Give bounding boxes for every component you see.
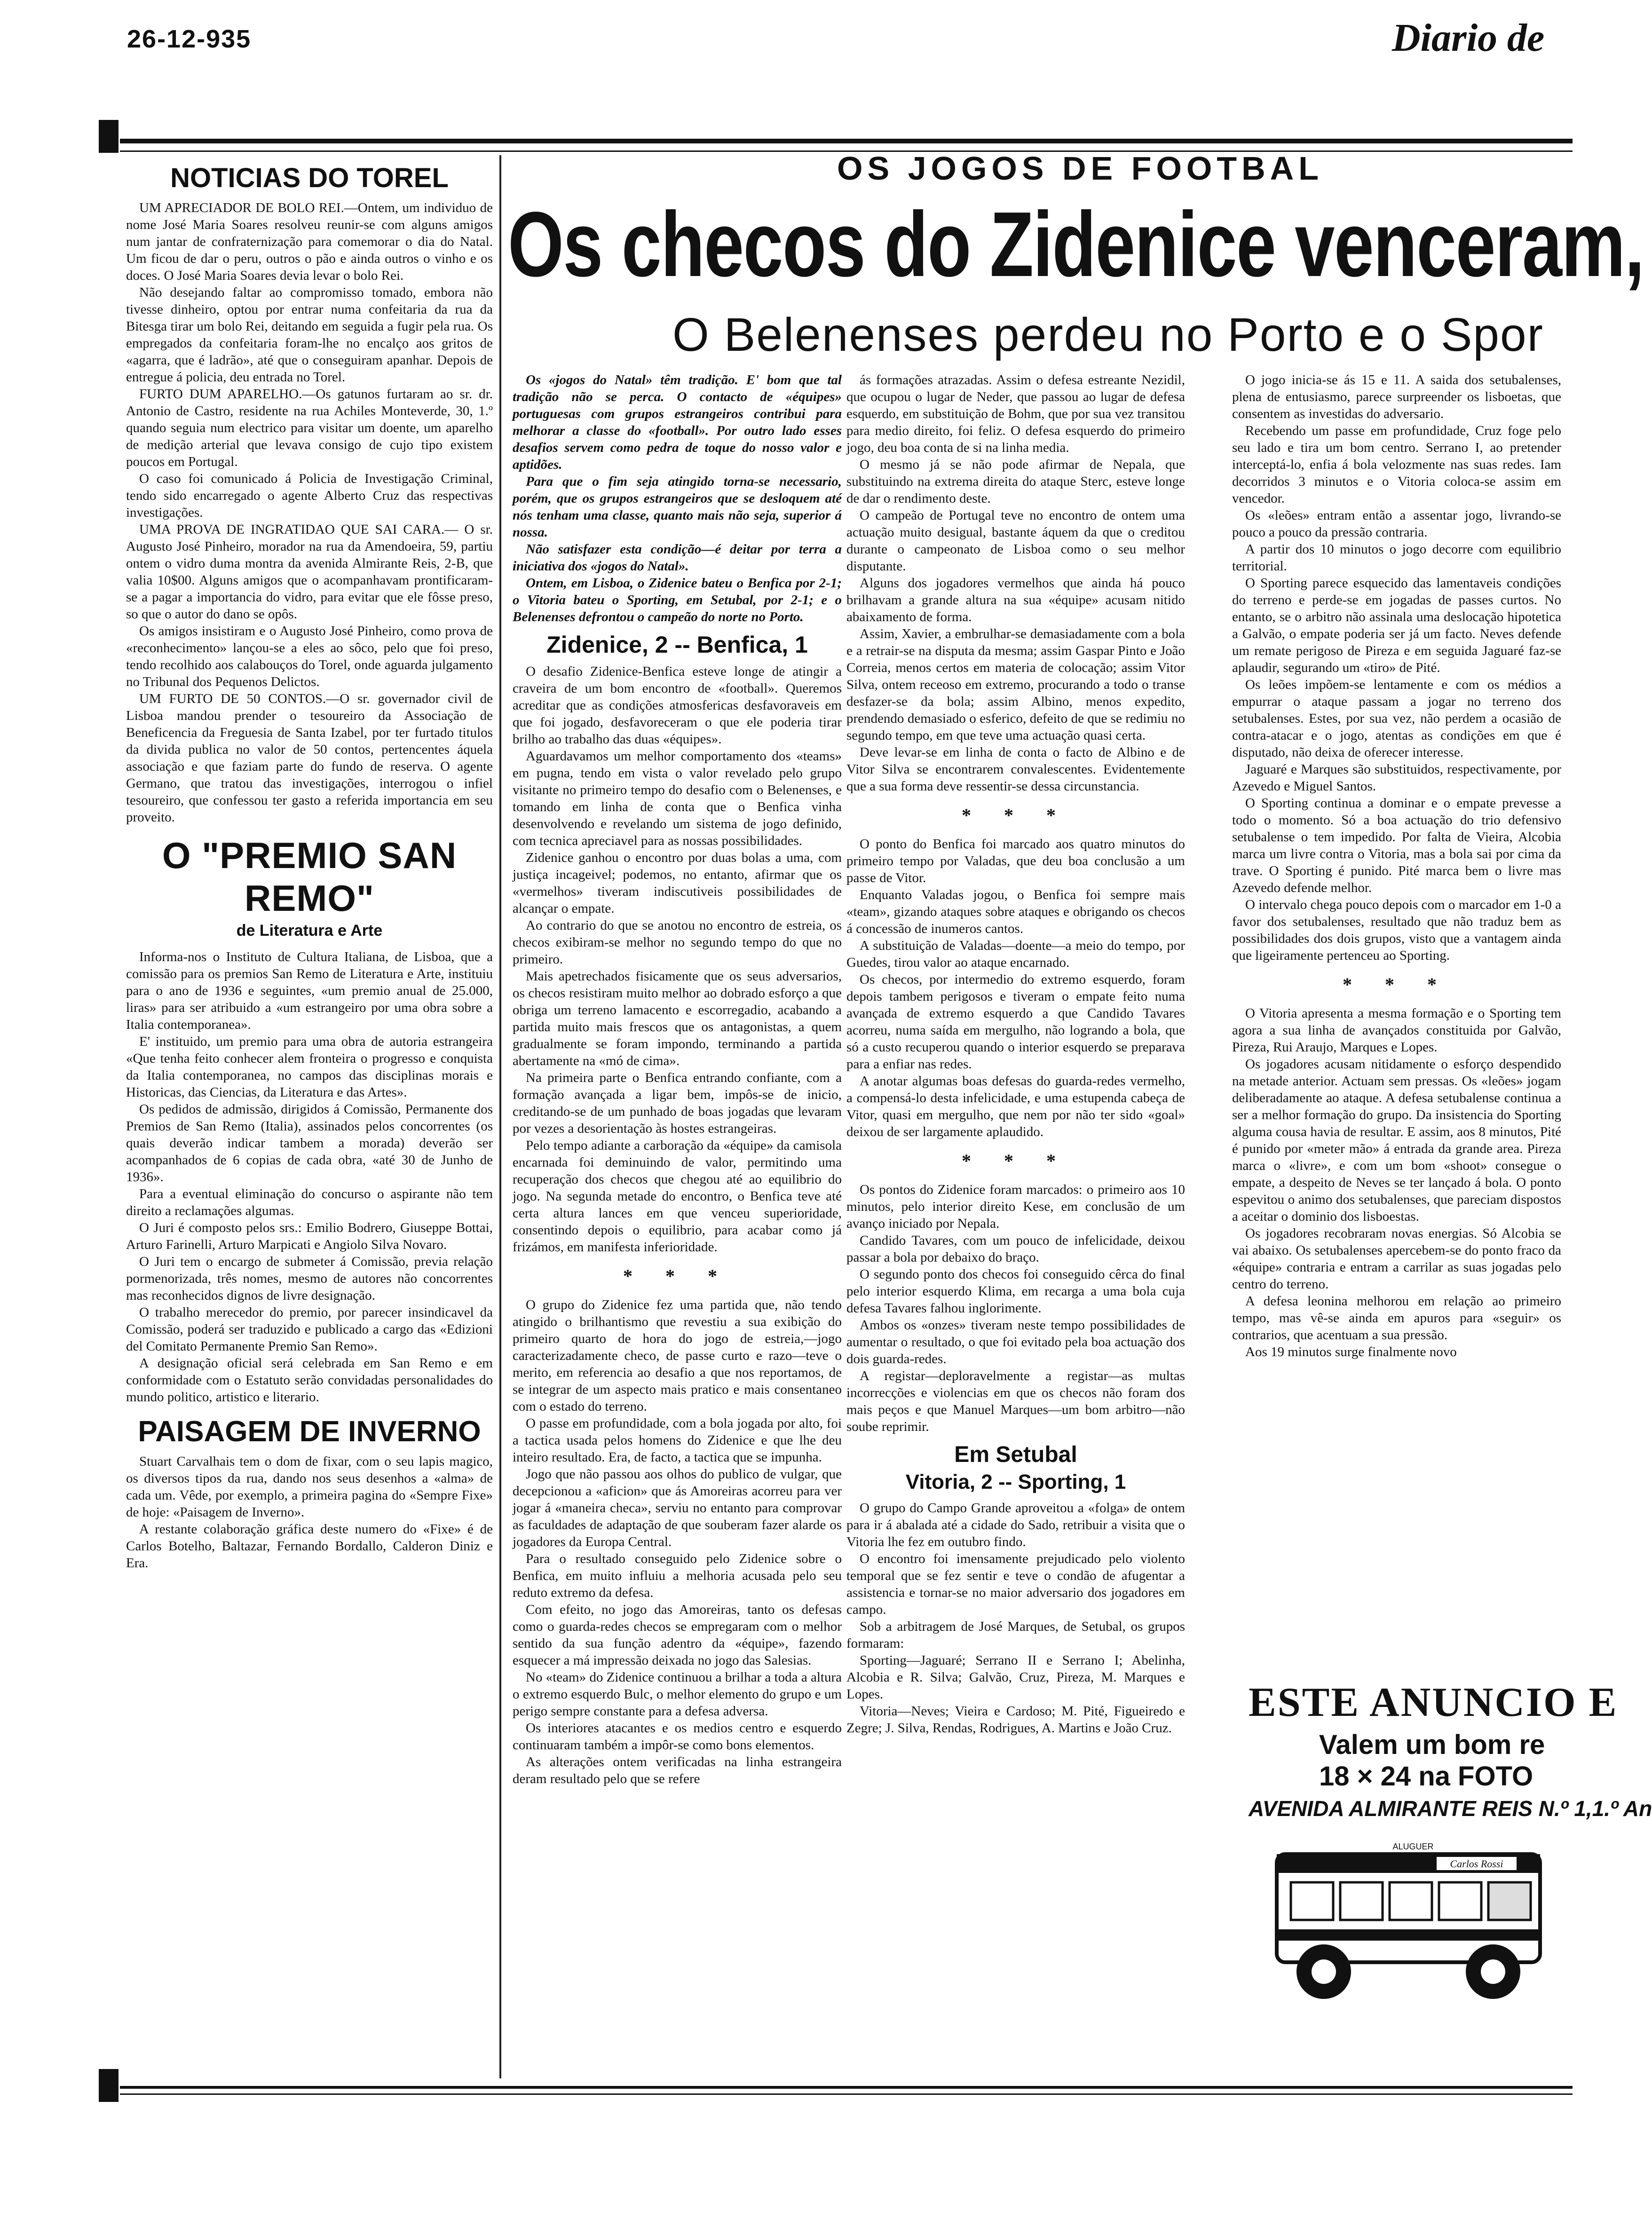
masthead: Diario de <box>1392 16 1545 60</box>
paragraph: A defesa leonina melhorou em relação ao primeiro tempo, mas vê-se ainda em apuros para «seguir» os contrarios, que acentuam a sua pressão. <box>1232 1294 1561 1343</box>
setubal-second-half <box>1232 1005 1561 1360</box>
ad-title: ESTE ANUNCIO E <box>1249 1680 1618 1725</box>
benfica-report-2 <box>513 1296 842 1787</box>
margin-bar-top <box>99 120 119 153</box>
paragraph: O jogo inicia-se ás 15 e 11. A saida dos setubalenses, plena de entusiasmo, parece surpreender os lisboetas, que consentem as investidas do adversario. <box>1232 372 1561 421</box>
paragraph: O mesmo já se não pode afirmar de Nepala, que substituindo na extrema direita do ataque Sterc, esteve longe de dar o rendimento deste. <box>846 457 1185 506</box>
benfica-report <box>513 663 842 1256</box>
paragraph: Os interiores atacantes e os medios centro e esquerdo continuaram também a impôr-se como bons elementos. <box>513 1721 842 1753</box>
paragraph: Para a eventual eliminação do concurso o aspirante não tem direito a reclamações algumas. <box>126 1186 493 1218</box>
paragraph: Os checos, por intermedio do extremo esquerdo, foram depois tambem perigosos e tiveram o empate feito numa avançada de extremo esquerdo a que Candido Tavares acorreu, numa saída em mergulho, não logrando a bola, que só a custo recuperou quando o interior esquerdo se preparava para a enfiar nas redes. <box>846 972 1185 1072</box>
paragraph: A anotar algumas boas defesas do guarda-redes vermelho, a compensá-lo desta infelicidade, e uma estupenda cabeça de Vitor, quasi em mergulho, que nem por não ter sido «goal» deixou de ser largamente aplaudido. <box>846 1074 1185 1139</box>
paragraph: O grupo do Campo Grande aproveitou a «folga» de ontem para ir á abalada até a cidade do Sado, retribuir a visita que o Vitoria lhe fez em outubro findo. <box>846 1500 1185 1549</box>
paragraph: Recebendo um passe em profundidade, Cruz foge pelo seu lado e tira um bom centro. Serrano I, ao pretender interceptá-lo, enfia á bola velozmente nas suas redes. Iam decorridos 3 minutos e o Vitoria coloca-se assim em vencedor. <box>1232 423 1561 506</box>
paragraph: Enquanto Valadas jogou, o Benfica foi sempre mais «team», gizando ataques sobre ataques e obrigando os checos á concessão de inumeros cantos. <box>846 887 1185 936</box>
paragraph: Os «jogos do Natal» têm tradição. E' bom que tal tradição não se perca. O contacto de «équipes» portuguesas com grupos estrangeiros contribui para melhorar a classe do «football». Por outro lado esses desafios servem como pedra de toque do nosso valor e aptidões. <box>513 372 842 472</box>
paragraph: Os «leões» entram então a assentar jogo, livrando-se pouco a pouco da pressão contraria. <box>1232 508 1561 540</box>
paragraph: UM APRECIADOR DE BOLO REI.—Ontem, um individuo de nome José Maria Soares resolveu reunir-se com alguns amigos num jantar de confraternização para comemorar o dia do Natal. Um ficou de dar o peru, outros o pão e ainda outros o vinho e os doces. O José Maria Soares devia levar o bolo Rei. <box>126 200 493 283</box>
advertisement <box>1249 1679 1652 2036</box>
paragraph: Os amigos insistiram e o Augusto José Pinheiro, como prova de «reconhecimento» lançou-se a eles ao sôco, pelo que foi preso, tendo recolhido aos calabouços do Torel, onde aguarda julgamento no Tribunal dos Pequenos Delictos. <box>126 624 493 689</box>
subheadline: O Belenenses perdeu no Porto e o Spor <box>672 308 1544 361</box>
paragraph: No «team» do Zidenice continuou a brilhar a toda a altura o extremo esquerdo Bulc, o melhor elemento do grupo e um perigo sempre constante para a defesa adversa. <box>513 1670 842 1719</box>
paragraph: Ontem, em Lisboa, o Zidenice bateu o Benfica por 2-1; o Vitoria bateu o Sporting, em Setubal, por 2-1; e o Belenenses defrontou o campeão do norte no Porto. <box>513 576 842 624</box>
left-column <box>126 162 493 1572</box>
paragraph: Não desejando faltar ao compromisso tomado, embora não tivesse dinheiro, optou por entrar numa confeitaria da rua da Bitesga tirar um bolo Rei, deitando em seguida a fugir pela rua. Os empregados da confeitaria foram-lhe no encalço aos gritos de «agarra, que é ladrão», até que o conseguiram apanhar. Depois de entregue á policia, deu entrada no Torel. <box>126 285 493 385</box>
paisagem-title: PAISAGEM DE INVERNO <box>138 1415 481 1448</box>
paragraph: Aguardavamos um melhor comportamento dos «teams» em pugna, tendo em vista o valor revelado pelo grupo visitante no primeiro tempo do desafio com o Belenenses, e tomando em linha de conta que o Benfica vinha desenvolvendo e revelando um sistema de jogo definido, com tecnica apreciavel para as nossas possibilidades. <box>513 749 842 848</box>
paragraph: O Sporting parece esquecido das lamentaveis condições do terreno e perde-se em jogadas de passes curtos. No entanto, se o arbitro não assinala uma deslocação hipotetica a Galvão, o empate poderia ser já um facto. Neves defende um remate perigoso de Pireza e em seguida Jaguaré faz-se aplaudir, segurando um «tiro» de Pité. <box>1232 576 1561 675</box>
paragraph: Sob a arbitragem de José Marques, de Setubal, os grupos formaram: <box>846 1619 1185 1651</box>
paragraph: Alguns dos jogadores vermelhos que ainda há pouco brilhavam a grande altura na sua «équipe» acusam nitido abaixamento de forma. <box>846 576 1185 624</box>
paragraph: UMA PROVA DE INGRATIDAO QUE SAI CARA.— O sr. Augusto José Pinheiro, morador na rua da Amendoeira, 59, partiu ontem o vidro duma montra da avenida Almirante Reis, 2-B, que valia 10$00. Alguns amigos que o acompanhavam prontificaram-se a pagar a importancia do vidro, para evitar que ele fôsse preso, so que o autor do dano se opôs. <box>126 522 493 622</box>
setubal-title: Em Setubal <box>954 1442 1077 1467</box>
benfica-goal <box>846 836 1185 1140</box>
paragraph: O segundo ponto dos checos foi conseguido cêrca do final pelo interior esquerdo Klima, em recarga a uma bola cuja defesa Tavares falhou inglorimente. <box>846 1267 1185 1316</box>
paragraph: A substituição de Valadas—doente—a meio do tempo, por Guedes, tirou valor ao ataque encarnado. <box>846 938 1185 970</box>
ad-address: AVENIDA ALMIRANTE REIS N.º 1,1.º An <box>1249 1796 1652 1821</box>
torel-title: NOTICIAS DO TOREL <box>170 163 449 193</box>
paragraph: Ambos os «onzes» tiveram neste tempo possibilidades de aumentar o resultado, o que foi evitado pela boa actuação dos dois guarda-redes. <box>846 1318 1185 1366</box>
section-separator: * * * <box>1343 974 1451 995</box>
bottom-rule-thin <box>120 2093 1573 2095</box>
bus-illustration <box>1258 1835 1559 2014</box>
setubal-first-half <box>1232 371 1561 964</box>
paragraph: O desafio Zidenice-Benfica esteve longe de atingir a craveira de um bom encontro de «football». Queremos acreditar que as condições atmosfericas desfavoraveis em que foi jogado, desfavoreceram o que ele poderia tirar brilho ao trabalho das duas «équipes». <box>513 664 842 747</box>
paragraph: Deve levar-se em linha de conta o facto de Albino e de Vitor Silva se encontrarem convalescentes. Evidentemente que a sua forma deve ressentir-se dessa circunstancia. <box>846 745 1185 794</box>
torel-body <box>126 199 493 826</box>
paragraph: Zidenice ganhou o encontro por duas bolas a uma, com justiça incageivel; podemos, no entanto, afirmar que os «vermelhos» tiveram indiscutiveis possibilidades de alcançar o empate. <box>513 850 842 916</box>
bottom-rule <box>120 2086 1573 2089</box>
paragraph: Os jogadores recobraram novas energias. Só Alcobia se vai abaixo. Os setubalenses apercebem-se do ponto fraco da «équipe» contraria e entram a carrilar as suas jogadas pelo centro do terreno. <box>1232 1226 1561 1292</box>
margin-bar-bottom <box>99 2069 119 2102</box>
report-continued <box>846 371 1185 795</box>
paragraph: Os pontos do Zidenice foram marcados: o primeiro aos 10 minutos, pelo interior direito Kese, em conclusão de um avanço iniciado por Nepala. <box>846 1182 1185 1231</box>
paragraph: A partir dos 10 minutos o jogo decorre com equilibrio territorial. <box>1232 542 1561 574</box>
paragraph: Candido Tavares, com um pouco de infelicidade, deixou passar a bola por debaixo do braço. <box>846 1233 1185 1265</box>
paragraph: O passe em profundidade, com a bola jogada por alto, foi a tactica usada pelos homens do Zidenice e que lhe deu inteiro resultado. Era, de facto, a tactica que se impunha. <box>513 1416 842 1465</box>
paragraph: A restante colaboração gráfica deste numero do «Fixe» é de Carlos Botelho, Baltazar, Fernando Bordallo, Calderon Diniz e Era. <box>126 1522 493 1571</box>
setubal-report <box>846 1500 1185 1737</box>
bus-sign: Carlos Rossi <box>1450 1858 1503 1870</box>
paragraph: O Juri é composto pelos srs.: Emilio Bodrero, Giuseppe Bottai, Arturo Farinelli, Arturo Marpicati e Angiolo Silva Novaro. <box>126 1220 493 1252</box>
paragraph: O grupo do Zidenice fez uma partida que, não tendo atingido o brilhantismo que revestiu a sua exibição do primeiro quarto de hora do jogo de estreia,—jogo caracterizadamente checo, de passe curto e razo—teve o merito, em referencia ao desafio a que nos reportamos, de se integrar de um aspecto mais pratico e mais consentaneo com o estado do terreno. <box>513 1297 842 1414</box>
match-title-setubal: Vitoria, 2 -- Sporting, 1 <box>905 1470 1126 1493</box>
article-column-2 <box>846 371 1185 1737</box>
paragraph: Ao contrario do que se anotou no encontro de estreia, os checos exibiram-se melhor no segundo tempo do que no primeiro. <box>513 918 842 967</box>
issue-date: 26-12-935 <box>127 25 252 53</box>
bus-top-label: ALUGUER <box>1392 1842 1434 1851</box>
top-rule <box>120 139 1573 143</box>
paragraph: O Juri tem o encargo de submeter á Comissão, previa relação pormenorizada, três nomes, mesmo de autores não concorrentes mas reconhecidos dignos de livre designação. <box>126 1254 493 1303</box>
sanremo-subtitle: de Literatura e Arte <box>236 922 383 940</box>
paragraph: UM FURTO DE 50 CONTOS.—O sr. governador civil de Lisboa mandou prender o tesoureiro da Associação de Beneficencia da Freguesia de Santa Izabel, por ter furtado titulos da divida publica no valor de 50 contos, pertencentes áquela associação e que faziam parte do fundo de reserva. O agente Germano, que tratou das investigações, interrogou o infiel tesoureiro, que confessou ter gasto a referida importancia em seu proveito. <box>126 691 493 825</box>
section-title: OS JOGOS DE FOOTBAL <box>837 150 1323 187</box>
paragraph: Pelo tempo adiante a carboração da «équipe» da camisola encarnada foi deminuindo de valor, permitindo uma recuperação dos checos que chegou até ao equilibrio do jogo. Na segunda metade do encontro, o Benfica teve até certa altura lances em que venceu superioridade, consentindo depois o equilibrio, para acabar como já frizámos, em manifesta inferioridade. <box>513 1138 842 1255</box>
sanremo-body <box>126 948 493 1406</box>
paragraph: Para o resultado conseguido pelo Zidenice sobre o Benfica, em muito influiu a melhoria acusada pelo seu reduto extremo da defesa. <box>513 1551 842 1600</box>
paragraph: FURTO DUM APARELHO.—Os gatunos furtaram ao sr. dr. Antonio de Castro, residente na rua Achiles Monteverde, 30, 1.º quando seguia num electrico para visitar um doente, um aparelho de medição arterial que levava consigo de cujo tipo existem poucos em Portugal. <box>126 387 493 469</box>
paisagem-body <box>126 1453 493 1572</box>
paragraph: As alterações ontem verificadas na linha estrangeira deram resultado pelo que se refere <box>513 1754 842 1786</box>
paragraph: Mais apetrechados fisicamente que os seus adversarios, os checos resistiram muito melhor ao dobrado esforço a que obriga um terreno lamacento e escorregadio, acabando a partida muito mais frescos que os antagonistas, a quem gradualmente se foram impondo, terminando a partida abertamente na «mó de cima». <box>513 969 842 1068</box>
paragraph: Stuart Carvalhais tem o dom de fixar, com o seu lapis magico, os diversos tipos da rua, dando nos seus desenhos a «alma» de cada um. Vêde, por exemplo, a primeira pagina do «Sempre Fixe» de hoje: «Paisagem de Inverno». <box>126 1454 493 1520</box>
intro <box>513 371 842 625</box>
paragraph: Não satisfazer esta condição—é deitar por terra a iniciativa dos «jogos do Natal». <box>513 542 842 574</box>
paragraph: O encontro foi imensamente prejudicado pelo violento temporal que se fez sentir e teve o condão de afugentar a assistencia e tornar-se no maior adversario dos jogadores em campo. <box>846 1551 1185 1617</box>
match-title-benfica: Zidenice, 2 -- Benfica, 1 <box>546 632 808 658</box>
paragraph: Na primeira parte o Benfica entrando confiante, com a formação avançada a ligar bem, impôs-se de inicio, creditando-se de um punhado de boas jogadas que levaram por vezes a desorientação às hostes estrangeiras. <box>513 1070 842 1136</box>
section-separator: * * * <box>623 1265 731 1287</box>
paragraph: O Vitoria apresenta a mesma formação e o Sporting tem agora a sua linha de avançados constituida por Galvão, Pireza, Rui Araujo, Marques e Lopes. <box>1232 1006 1561 1055</box>
section-separator: * * * <box>962 1150 1070 1171</box>
paragraph: O trabalho merecedor do premio, por parecer insindicavel da Comissão, poderá ser traduzido e publicado a cargo das «Edizioni del Comitato Permanente Premio San Remo». <box>126 1305 493 1354</box>
article-column-1 <box>513 371 842 1787</box>
paragraph: A registar—deploravelmente a registar—as multas incorrecções e violencias em que os checos não foram dos mais peços e que Manuel Marques—um bom arbitro—não soube reprimir. <box>846 1368 1185 1434</box>
paragraph: Vitoria—Neves; Vieira e Cardoso; M. Pité, Figueiredo e Zegre; J. Silva, Rendas, Rodrigues, A. Martins e João Cruz. <box>846 1704 1185 1736</box>
paragraph: Sporting—Jaguaré; Serrano II e Serrano I; Abelinha, Alcobia e R. Silva; Galvão, Cruz, Pireza, M. Marques e Lopes. <box>846 1653 1185 1702</box>
paragraph: O Sporting continua a dominar e o empate prevesse a todo o momento. Só a boa actuação do trio defensivo setubalense o tem impedido. Por falta de Vieira, Alcobia marca um livre contra o Vitoria, mas a bola sai por cima da trave. O Sporting é punido. Pité marca bem o livre mas Azevedo defende melhor. <box>1232 796 1561 895</box>
paragraph: Os jogadores acusam nitidamente o esforço despendido na metade anterior. Actuam sem pressas. Os «leões» jogam deliberadamente ao ataque. A defesa setubalense continua a ser a melhor formação do grupo. Da insistencia do Sporting alguma cousa havia de resultar. E assim, aos 8 minutos, Pité é punido por «meter mão» á entrada da grande area. Pireza marca o «livre», e com um bom «shoot» consegue o empate, a despeito de Neves se ter lançado á bola. O ponto espevitou o animo dos setubalenses, que pareciam dispostos a aceitar o dominio dos lisboestas. <box>1232 1057 1561 1224</box>
paragraph: Informa-nos o Instituto de Cultura Italiana, de Lisboa, que a comissão para os premios San Remo de Literatura e Arte, instituiu para o ano de 1936 e seguintes, «um premio anual de 25.000, liras» para ser atribuido a «um estrangeiro por uma obra sobre a Italia contemporanea». <box>126 949 493 1032</box>
paragraph: Os pedidos de admissão, dirigidos á Comissão, Permanente dos Premios de San Remo (Italia), assinados pelos concorrentes (os quais deverão indicar tambem a morada) deverão ser acompanhados de 6 copias de cada obra, «até 30 de Junho de 1936». <box>126 1102 493 1185</box>
paragraph: Com efeito, no jogo das Amoreiras, tanto os defesas como o guarda-redes checos se empregaram com o melhor sentido da sua função adentro da «équipe», fazendo esquecer a má impressão deixada no jogo das Salesias. <box>513 1602 842 1668</box>
paragraph: O intervalo chega pouco depois com o marcador em 1-0 a favor dos setubalenses, resultado que não traduz bem as possibilidades dos dois grupos, visto que a vantagem ainda que ligeiramente pertenceu ao Sporting. <box>1232 897 1561 963</box>
ad-line-2: 18 × 24 na FOTO <box>1319 1761 1533 1792</box>
article-column-3 <box>1232 371 1561 1360</box>
paragraph: A designação oficial será celebrada em San Remo e em conformidade com o Estatuto serão convidadas personalidades do mundo politico, artistico e literario. <box>126 1356 493 1405</box>
sanremo-title: O "PREMIO SAN REMO" <box>162 835 457 919</box>
paragraph: ás formações atrazadas. Assim o defesa estreante Nezidil, que ocupou o lugar de Neder, que passou ao lugar de defesa esquerdo, em substituição de Bohm, que por sua vez transitou para medio direito, foi feliz. O defesa esquerdo do primeiro jogo, deu boa conta de si na linha media. <box>846 372 1185 455</box>
paragraph: Aos 19 minutos surge finalmente novo <box>1245 1344 1457 1359</box>
paragraph: Os leões impõem-se lentamente e com os médios a empurrar o ataque passam a jogar no terreno dos setubalenses. Estes, por sua vez, não perdem a ocasião de contra-atacar e o jogo, atentas as condições em que é disputado, não deixa de oferecer interesse. <box>1232 677 1561 760</box>
paragraph: O ponto do Benfica foi marcado aos quatro minutos do primeiro tempo por Valadas, que deu boa conclusão a um passe de Vitor. <box>846 837 1185 885</box>
paragraph: Jogo que não passou aos olhos do publico de vulgar, que decepcionou a «aficion» que ás Amoreiras acorreu para ver jogar á «maneira checa», serviu no entanto para comprovar as faculdades de adaptação de que souberam fazer alarde os jogadores da Europa Central. <box>513 1467 842 1549</box>
paragraph: Para que o fim seja atingido torna-se necessario, porém, que os grupos estrangeiros que se desloquem até nós tenham uma classe, quanto mais não seja, superior á nossa. <box>513 474 842 540</box>
paragraph: O campeão de Portugal teve no encontro de ontem uma actuação muito desigual, bastante áquem da que o creditou durante o campeonato de Lisboa como o seu melhor disputante. <box>846 508 1185 574</box>
section-separator: * * * <box>962 805 1070 826</box>
zidenice-goals <box>846 1181 1185 1435</box>
paragraph: Jaguaré e Marques são substituidos, respectivamente, por Azevedo e Miguel Santos. <box>1232 762 1561 794</box>
column-divider <box>499 155 501 2078</box>
paragraph: Assim, Xavier, a embrulhar-se demasiadamente com a bola e a retrair-se na disputa da mesma; assim Gaspar Pinto e João Correia, menos certos em materia de colocação; assim Vitor Silva, ontem receoso em extremo, procurando a todo o transe desfazer-se da bola; assim Albino, menos expedito, prendendo demasiado o esferico, defeito de que se redimiu no segundo tempo, em que teve uma actuação quasi certa. <box>846 626 1185 743</box>
paragraph: O caso foi comunicado á Policia de Investigação Criminal, tendo sido encarregado o agente Alberto Cruz das respectivas investigações. <box>126 471 493 520</box>
paragraph: E' instituido, um premio para uma obra de autoria estrangeira «Que tenha feito conhecer alem fronteira o progresso e conquista da Italia contemporanea, no campos das disciplinas morais e Historicas, das Ciencias, da Literatura e das Artes». <box>126 1034 493 1100</box>
ad-line-1: Valem um bom re <box>1319 1729 1545 1760</box>
headline: Os checos do Zidenice venceram, <box>508 193 1644 296</box>
